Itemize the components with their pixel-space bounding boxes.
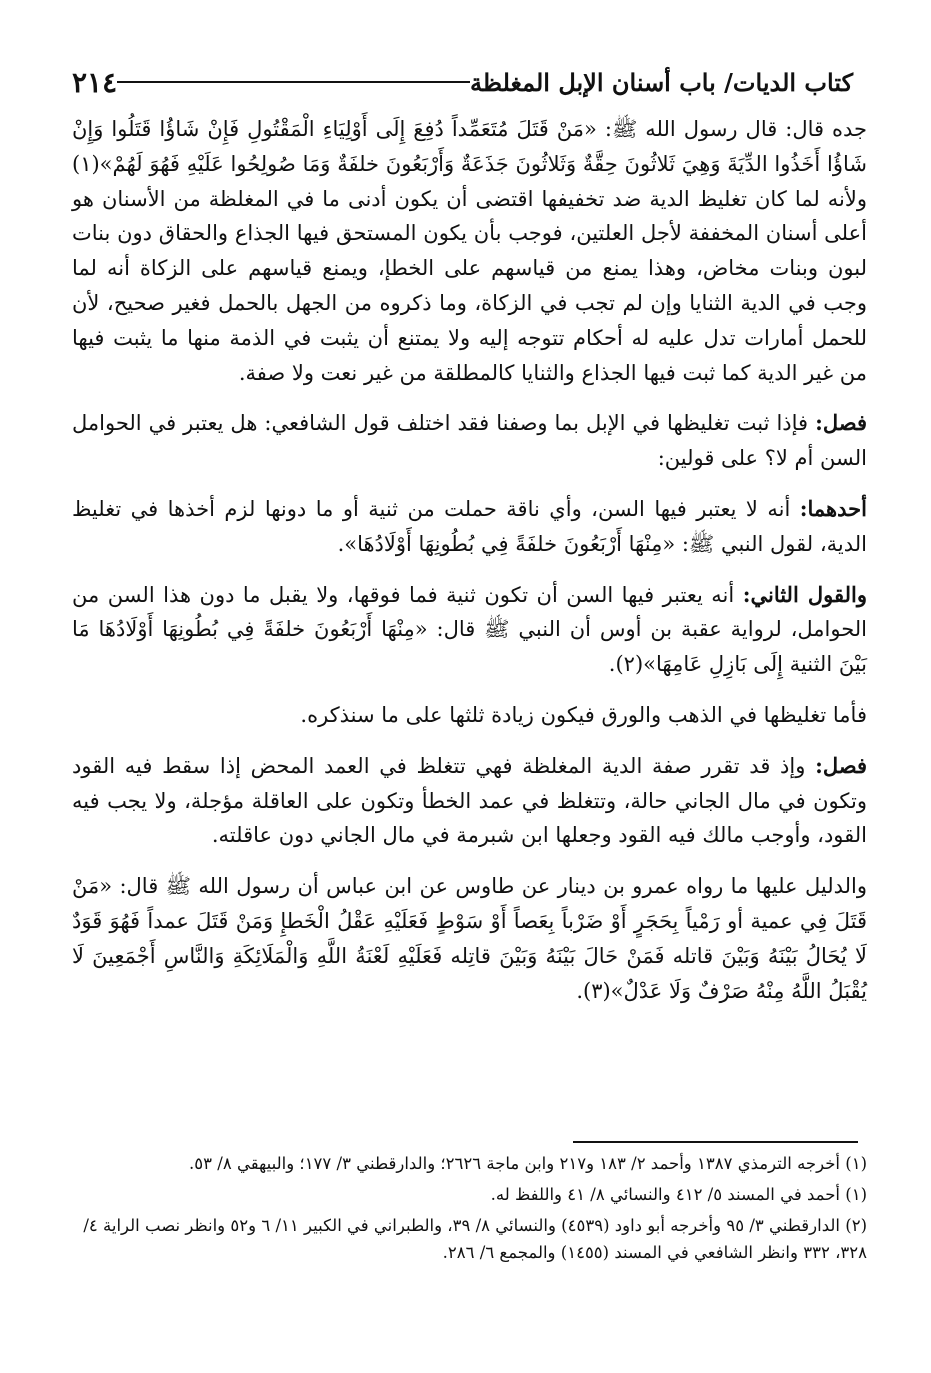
- chapter-title: كتاب الديات/ باب أسنان الإبل المغلظة: [470, 67, 853, 97]
- paragraph-5: [72, 698, 867, 733]
- paragraph-text: فأما تغليظها في الذهب والورق فيكون زيادة ثلثها على ما سنذكره.: [300, 702, 867, 727]
- paragraph-2: [72, 406, 867, 476]
- footnote: (١) أخرجه الترمذي ١٣٨٧ وأحمد ٢/ ١٨٣ و٢١٧ وابن ماجة ٢٦٢٦؛ والدارقطني ٣/ ١٧٧؛ والبيهقي ٨/ ٥٣.: [189, 1154, 867, 1173]
- section-heading: فصل:: [815, 410, 867, 436]
- paragraph-text: والدليل عليها ما رواه عمرو بن دينار عن طاوس عن ابن عباس أن رسول الله ﷺ قال: «مَنْ قَتَلَ فِي عمية أو رَمْياً بِحَجَرٍ أَوْ ضَرْباً بِعَصاً أَوْ سَوْطٍ فَعَلَيْهِ عَقْلُ الْخَطإِ وَمَنْ قَتَلَ عمداً فَهُوَ قَوَدٌ لَا يُحَالُ بَيْنَهُ وَبَيْنَ قاتله فَمَنْ حَالَ بَيْنَهُ وَبَيْنَ قاتِله فَعَلَيْهِ لَعْنَةُ اللَّهِ وَالْمَلَائِكَةِ وَالنَّاسِ أَجْمَعِينَ لَا يُقْبَلُ اللَّهُ مِنْهُ صَرْفٌ وَلَا عَدْلٌ»(٣).: [72, 874, 867, 1003]
- running-header: [60, 62, 865, 102]
- footnote-separator: [573, 1141, 858, 1143]
- paragraph-text: فإذا ثبت تغليظها في الإبل بما وصفنا فقد اختلف قول الشافعي: هل يعتبر في الحوامل السن أم لا؟ على قولين:: [72, 411, 867, 471]
- page-number: ٢١٤: [72, 65, 118, 99]
- section-heading: والقول الثاني:: [742, 581, 867, 607]
- paragraph-1: [72, 112, 867, 390]
- paragraph-text: أنه لا يعتبر فيها السن، وأي ناقة حملت من ثنية أو ما دونها لزم أخذها في تغليظ الدية، لقول النبي ﷺ: «مِنْهَا أَرْبَعُونَ خلفَةً فِي بُطُونِهَا أَوْلَادُهَا».: [72, 496, 867, 556]
- paragraph-7: [72, 869, 867, 1008]
- main-text: [72, 112, 867, 1008]
- header-rule: [117, 81, 470, 83]
- paragraph-text: وإذ قد تقرر صفة الدية المغلظة فهي تتغلظ في العمد المحض إذا سقط فيه القود وتكون في مال الجاني حالة، وتتغلظ في عمد الخطأ وتكون على العاقلة مؤجلة، ولا يجب فيه القود، وأوجب مالك فيه القود وجعلها ابن شبرمة في مال الجاني دون عاقلته.: [72, 753, 867, 848]
- paragraph-text: أنه يعتبر فيها السن أن تكون ثنية فما فوقها، ولا يقبل ما دون هذا السن من الحوامل، لرواية عقبة بن أوس أن النبي ﷺ قال: «مِنْهَا أَرْبَعُونَ خلفَةً فِي بُطُونِهَا أَوْلَادُهَا مَا بَيْنَ الثنية إِلَى بَازِلِ عَامِهَا»(٢).: [72, 582, 867, 677]
- paragraph-text: جده قال: قال رسول الله ﷺ: «مَنْ قَتَلَ مُتَعَمِّداً دُفِعَ إِلَى أَوْلِيَاءِ الْمَقْتُولِ فَإِنْ شَاؤُا قَتَلُوا وَإِنْ شَاؤُا أَخَذُوا الدِّيَةَ وَهِيَ ثَلاثُونَ حِقَّةٌ وَثَلاثُونَ جَذَعَةٌ وَأَرْبَعُونَ خلفَةٌ وَمَا صُولِحُوا عَلَيْهِ فَهُوَ لَهُمْ»(١) ولأنه لما كان تغليظ الدية ضد تخفيفها اقتضى أن يكون أدنى ما في المغلظة من الأسنان هو أعلى أسنان المخففة لأجل العلتين، فوجب بأن يكون المستحق فيها الجذاع والحقاق دون بنات لبون وبنات مخاض، وهذا يمنع من قياسهم على الخطإ، ويمنع قياسهم على الزكاة أنه لما وجب في الدية الثنايا وإن لم تجب في الزكاة، وما ذكروه من الجهل بالحمل فغير صحيح، لأن للحمل أمارات تدل عليه له أحكام تتوجه إليه ولا يمتنع أن يثبت في الذمة منها ما يثبت فيها من غير الدية كما ثبت فيها الجذاع والثنايا كالمطلقة من غير نعت ولا صفة.: [72, 117, 867, 385]
- footnote: (١) أحمد في المسند ٥/ ٤١٢ والنسائي ٨/ ٤١ واللفظ له.: [490, 1185, 867, 1204]
- footnotes: [72, 1150, 867, 1270]
- paragraph-4: [72, 578, 867, 682]
- paragraph-6: [72, 749, 867, 853]
- footnote: (٢) الدارقطني ٣/ ٩٥ وأخرجه أبو داود (٤٥٣٩) والنسائي ٨/ ٣٩، والطبراني في الكبير ١١/ ٦ و٥٢ وانظر نصب الراية ٤/ ٣٢٨، ٣٣٢ وانظر الشافعي في المسند (١٤٥٥) والمجمع ٦/ ٢٨٦.: [83, 1216, 867, 1262]
- section-heading: فصل:: [815, 752, 867, 778]
- paragraph-3: [72, 492, 867, 562]
- section-heading: أحدهما:: [799, 495, 867, 521]
